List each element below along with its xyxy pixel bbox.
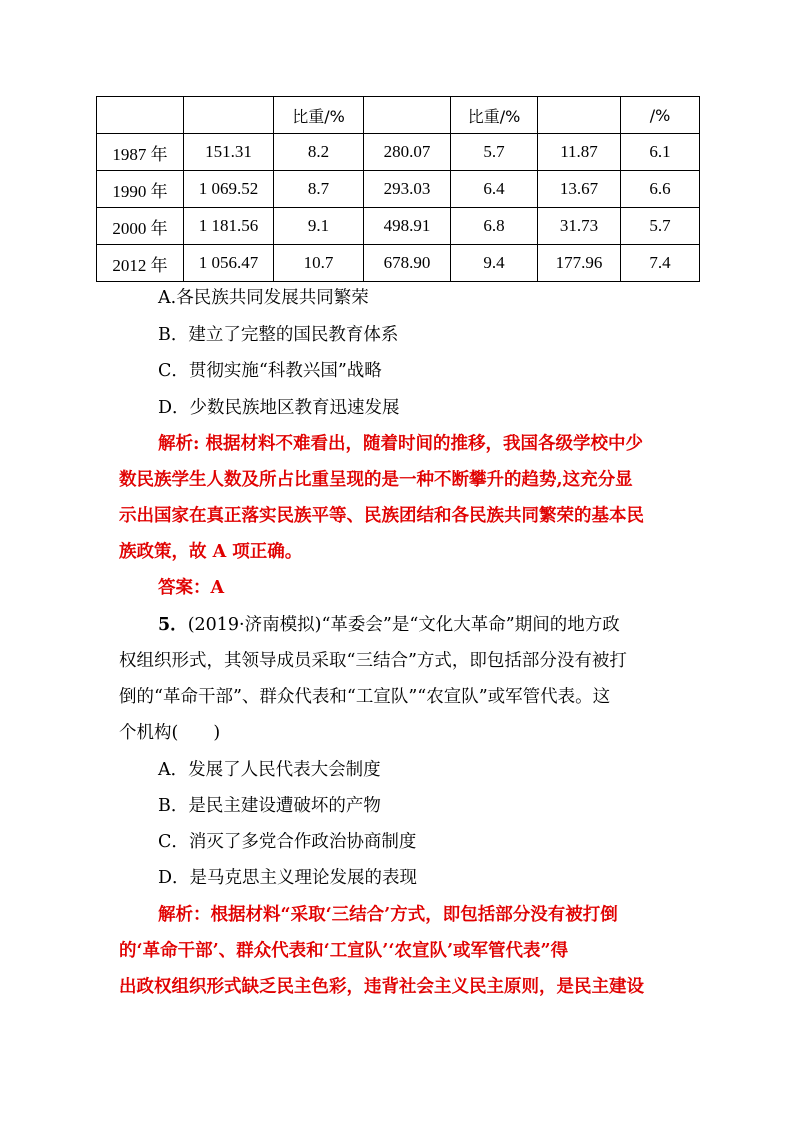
header-cell: /% xyxy=(621,97,700,134)
header-cell: 比重/% xyxy=(274,97,364,134)
table-cell: 280.07 xyxy=(364,134,451,171)
q4-option-d: D．少数民族地区教育迅速发展 xyxy=(158,398,400,418)
table-cell: 13.67 xyxy=(538,171,621,208)
table-cell: 1 056.47 xyxy=(184,245,274,282)
year-cell: 2012 年 xyxy=(97,245,184,282)
table-header-row xyxy=(97,97,700,134)
table-cell: 11.87 xyxy=(538,134,621,171)
table-cell: 9.4 xyxy=(451,245,538,282)
table-cell: 678.90 xyxy=(364,245,451,282)
q4-answer: 答案：A xyxy=(158,578,225,598)
year-cell: 1990 年 xyxy=(97,171,184,208)
statistics-table xyxy=(96,96,700,282)
table-cell: 498.91 xyxy=(364,208,451,245)
table-cell: 5.7 xyxy=(621,208,700,245)
q5-analysis-line-1: 解析：根据材料“采取‘三结合’方式，即包括部分没有被打倒 xyxy=(158,905,618,925)
table-cell: 151.31 xyxy=(184,134,274,171)
q5-number: 5． xyxy=(158,615,188,635)
q5-analysis-label: 解析 xyxy=(158,905,193,925)
header-cell xyxy=(184,97,274,134)
q4-option-b: B．建立了完整的国民教育体系 xyxy=(158,325,399,345)
table-cell: 6.4 xyxy=(451,171,538,208)
year-cell: 2000 年 xyxy=(97,208,184,245)
q4-analysis-label: 解析 xyxy=(158,434,193,454)
table-cell: 6.1 xyxy=(621,134,700,171)
table-cell: 8.7 xyxy=(274,171,364,208)
q5-analysis-line-2: 的‘革命干部’、群众代表和‘工宣队’‘农宣队’或军管代表”得 xyxy=(119,941,569,961)
q4-analysis-line-2: 数民族学生人数及所占比重呈现的是一种不断攀升的趋势,这充分显 xyxy=(119,470,633,490)
header-cell xyxy=(97,97,184,134)
q5-analysis-line-3: 出政权组织形式缺乏民主色彩，违背社会主义民主原则，是民主建设 xyxy=(119,977,644,997)
q5-stem-line-1: 5．(2019·济南模拟)“革委会”是“文化大革命”期间的地方政 xyxy=(158,615,620,635)
q4-analysis-line-3: 示出国家在真正落实民族平等、民族团结和各民族共同繁荣的基本民 xyxy=(119,506,644,526)
table-cell: 293.03 xyxy=(364,171,451,208)
table-cell: 5.7 xyxy=(451,134,538,171)
table-cell: 177.96 xyxy=(538,245,621,282)
table-row xyxy=(97,134,700,171)
q5-option-b: B．是民主建设遭破坏的产物 xyxy=(158,796,381,816)
q4-option-a: A.各民族共同发展共同繁荣 xyxy=(158,288,369,308)
table-cell: 8.2 xyxy=(274,134,364,171)
table-cell: 9.1 xyxy=(274,208,364,245)
table-cell: 7.4 xyxy=(621,245,700,282)
q5-option-c: C．消灭了多党合作政治协商制度 xyxy=(158,832,417,852)
q5-stem-line-2: 权组织形式，其领导成员采取“三结合”方式，即包括部分没有被打 xyxy=(119,651,627,671)
table-cell: 1 069.52 xyxy=(184,171,274,208)
header-cell: 比重/% xyxy=(451,97,538,134)
q5-stem-line-3: 倒的“革命干部”、群众代表和“工宣队”“农宣队”或军管代表。这 xyxy=(119,687,611,707)
table-row xyxy=(97,245,700,282)
q4-option-c: C．贯彻实施“科教兴国”战略 xyxy=(158,361,382,381)
header-cell xyxy=(538,97,621,134)
q4-analysis-line-1: 解析: 根据材料不难看出，随着时间的推移，我国各级学校中少 xyxy=(158,434,644,454)
q5-option-d: D．是马克思主义理论发展的表现 xyxy=(158,868,418,888)
table-cell: 31.73 xyxy=(538,208,621,245)
q5-stem-line-4: 个机构( ) xyxy=(119,723,221,743)
q4-analysis-line-4: 族政策，故 A 项正确。 xyxy=(119,542,303,562)
table-cell: 1 181.56 xyxy=(184,208,274,245)
header-cell xyxy=(364,97,451,134)
table-row xyxy=(97,171,700,208)
table-cell: 6.8 xyxy=(451,208,538,245)
year-cell: 1987 年 xyxy=(97,134,184,171)
table-cell: 10.7 xyxy=(274,245,364,282)
table-cell: 6.6 xyxy=(621,171,700,208)
table-row xyxy=(97,208,700,245)
q5-option-a: A．发展了人民代表大会制度 xyxy=(158,760,381,780)
